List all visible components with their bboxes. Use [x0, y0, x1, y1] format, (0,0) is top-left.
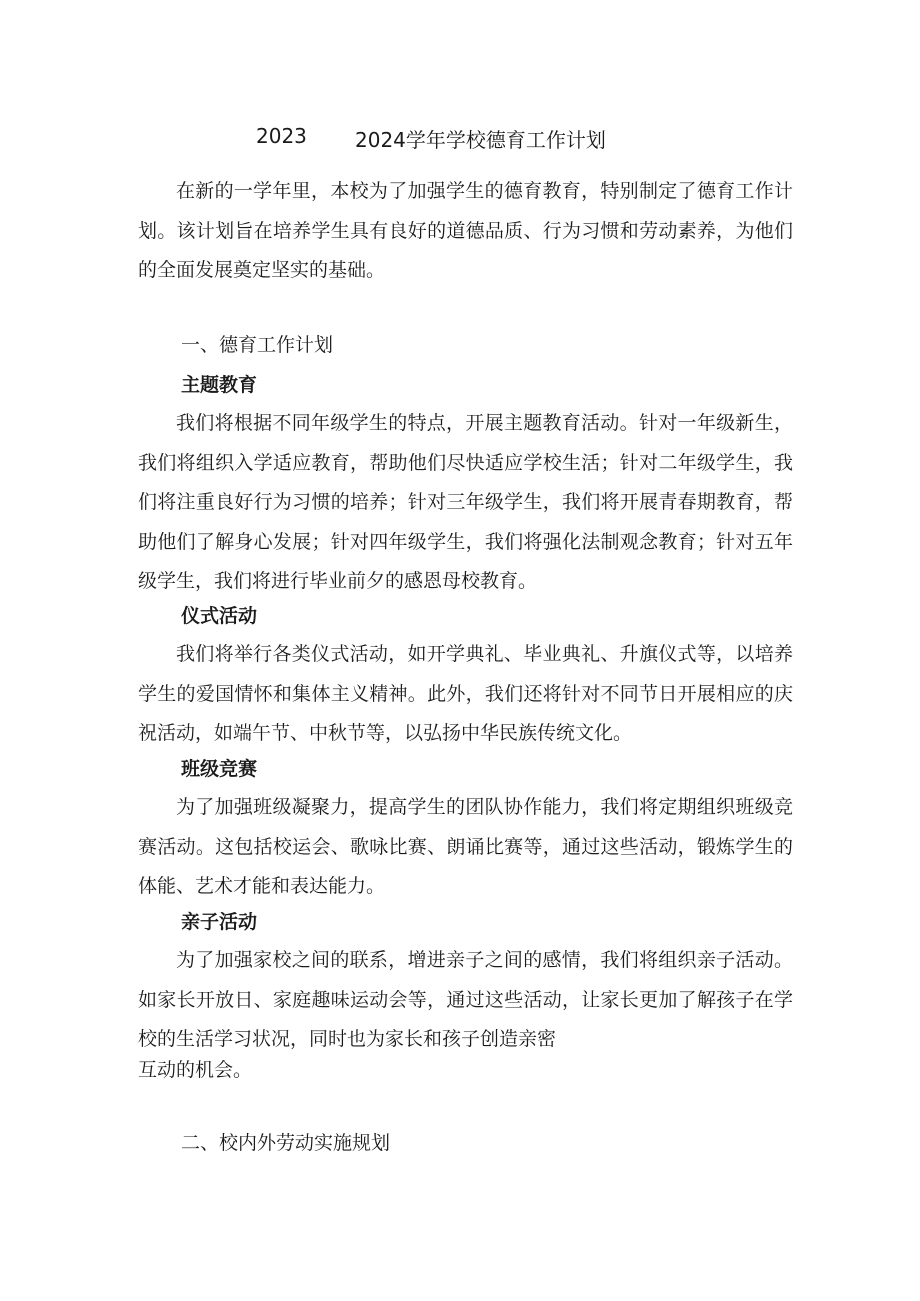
paragraph-ceremony-activities: 我们将举行各类仪式活动，如开学典礼、毕业典礼、升旗仪式等，以培养学生的爱国情怀和集体主义精神。此外，我们还将针对不同节日开展相应的庆祝活动，如端午节、中秋节等，以弘扬中华民族传统文化。 — [138, 643, 793, 745]
paragraph-class-competition: 为了加强班级凝聚力，提高学生的团队协作能力，我们将定期组织班级竞赛活动。这包括校运会、歌咏比赛、朗诵比赛等，通过这些活动，锻炼学生的体能、艺术才能和表达能力。 — [138, 796, 793, 898]
subheading-parent-child: 亲子活动 — [181, 911, 258, 933]
intro-paragraph: 在新的一学年里，本校为了加强学生的德育教育，特别制定了德育工作计划。该计划旨在培养学生具有良好的道德品质、行为习惯和劳动素养，为他们的全面发展奠定坚实的基础。 — [138, 180, 793, 282]
title-main: 2024学年学校德育工作计划 — [355, 128, 606, 152]
section-heading-labor-plan: 二、校内外劳动实施规划 — [181, 1132, 391, 1154]
subheading-class-competition: 班级竞赛 — [181, 758, 258, 780]
title-year-start: 2023 — [256, 124, 307, 148]
paragraph-theme-education: 我们将根据不同年级学生的特点，开展主题教育活动。针对一年级新生，我们将组织入学适应教育，帮助他们尽快适应学校生活；针对二年级学生，我们将注重良好行为习惯的培养；针对三年级学生，我们将开展青春期教育，帮助他们了解身心发展；针对四年级学生，我们将强化法制观念教育；针对五年级学生，我们将进行毕业前夕的感恩母校教育。 — [138, 412, 793, 593]
subheading-ceremony-activities: 仪式活动 — [181, 605, 258, 627]
document-title — [0, 122, 920, 156]
subheading-theme-education: 主题教育 — [181, 374, 258, 396]
paragraph-parent-child: 为了加强家校之间的联系，增进亲子之间的感情，我们将组织亲子活动。如家长开放日、家庭趣味运动会等，通过这些活动，让家长更加了解孩子在学校的生活学习状况，同时也为家长和孩子创造亲密 — [138, 949, 793, 1051]
paragraph-parent-child-tail: 互动的机会。 — [138, 1059, 253, 1081]
section-heading-moral-plan: 一、德育工作计划 — [181, 334, 334, 356]
